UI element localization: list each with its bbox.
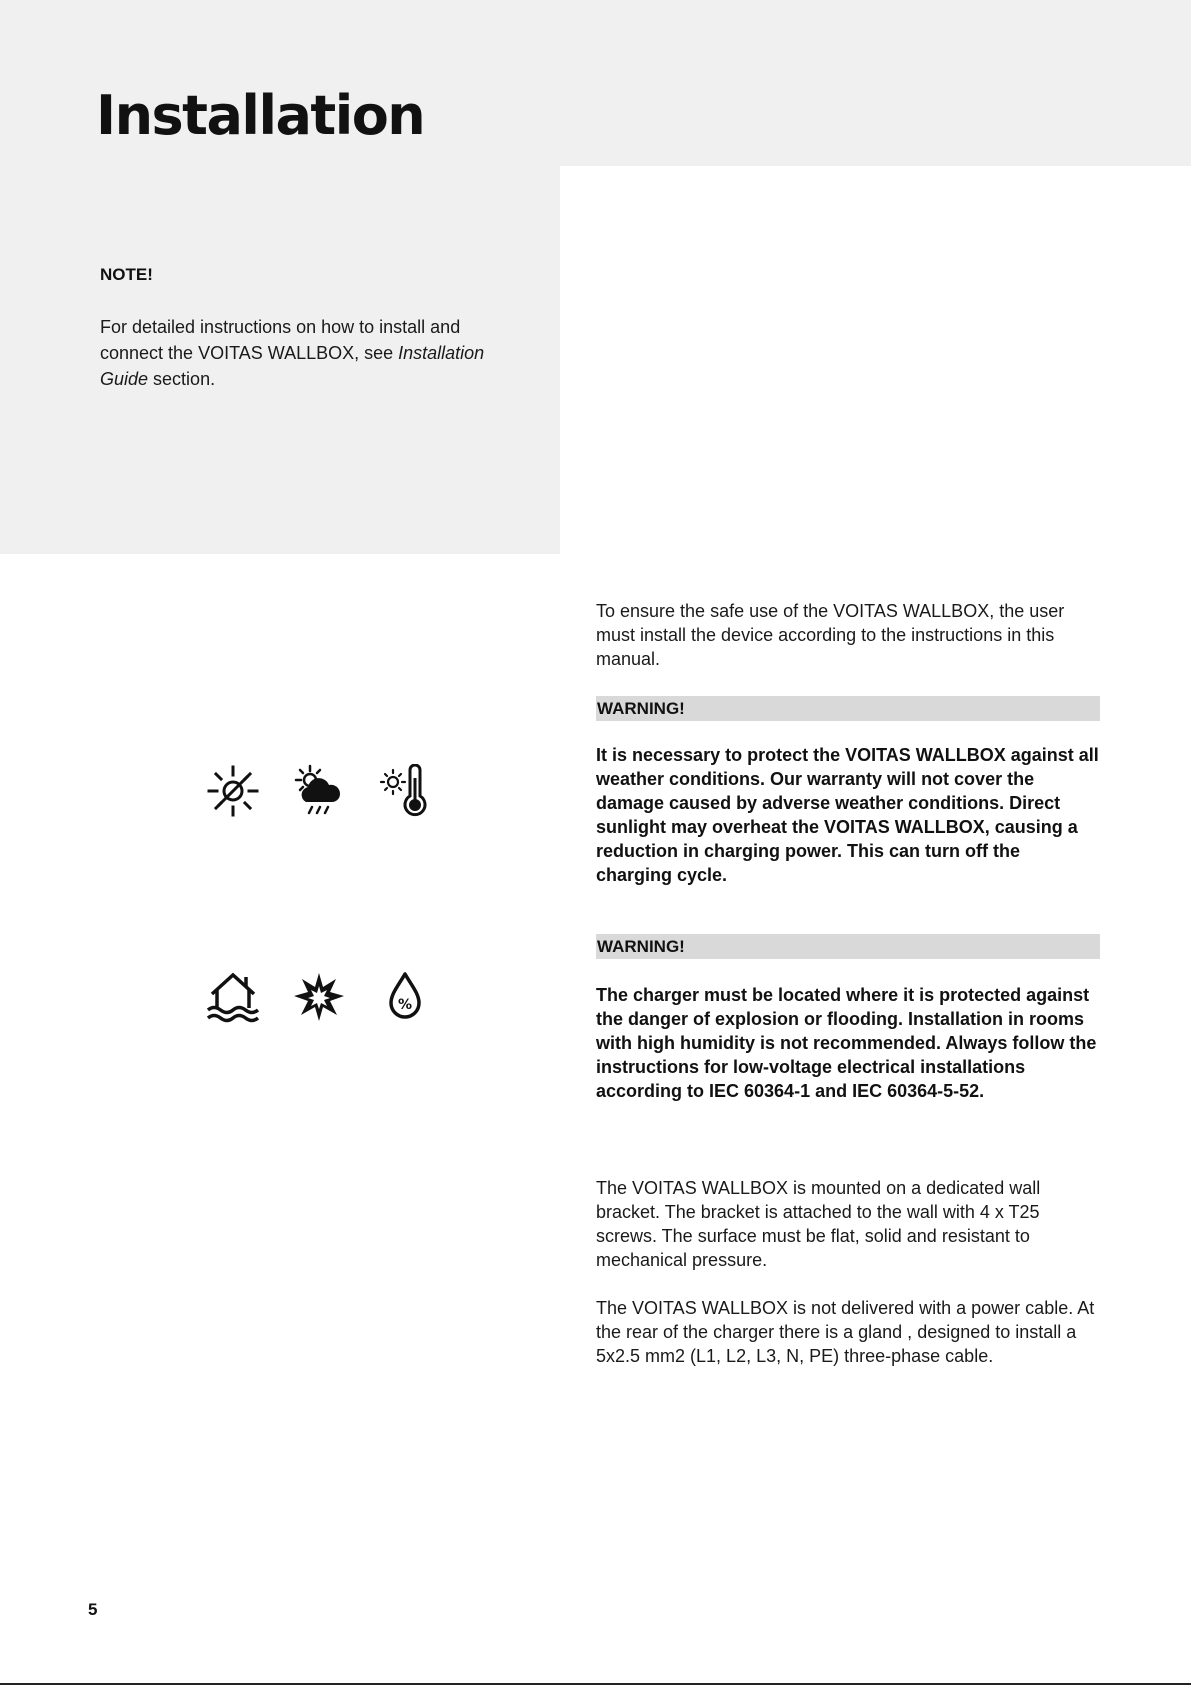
warning-label-2: WARNING! [596,934,1100,959]
sun-cloud-rain-icon [292,764,346,818]
note-label: NOTE! [100,265,153,284]
mounting-paragraph-1: The VOITAS WALLBOX is mounted on a dedicated wall bracket. The bracket is attached to the wall with 4 x T25 screws. The surface must be flat, solid and resistant to mechanical pressure. [596,1178,1041,1270]
note-text-emphasis: Installation Guide [100,343,485,389]
page-title: Installation [96,84,425,147]
no-sun-icon [206,764,260,818]
note-text-after: section. [148,369,216,389]
note-text [100,314,500,392]
sun-thermometer-icon [378,764,432,818]
intro-paragraph: To ensure the safe use of the VOITAS WALLBOX, the user must install the device according to the instructions in this manual. [596,601,1065,669]
note-text-before: For detailed instructions on how to install and connect the VOITAS WALLBOX, see [100,317,461,363]
page-number: 5 [88,1600,98,1619]
warning-text-1: It is necessary to protect the VOITAS WALLBOX against all weather conditions. Our warranty will not cover the damage caused by adverse weather conditions. Direct sunlight may overheat the VOITAS WALLBOX, causing a reduction in charging power. This can turn off the charging cycle. [596,745,1099,885]
mounting-paragraph-2: The VOITAS WALLBOX is not delivered with a power cable. At the rear of the charger there is a gland , designed to install a 5x2.5 mm2 (L1, L2, L3, N, PE) three-phase cable. [596,1298,1095,1366]
warning-text-2: The charger must be located where it is protected against the danger of explosion or flooding. Installation in rooms with high humidity is not recommended. Always follow the instructions for low-voltage electrical installations according to IEC 60364-1 and IEC 60364-5-52. [596,985,1097,1101]
warning-label-1: WARNING! [596,696,1100,721]
explosion-icon [292,970,346,1024]
flooded-house-icon [206,970,260,1024]
humidity-drop-icon [378,970,432,1024]
humidity-symbol: % [397,997,413,1013]
